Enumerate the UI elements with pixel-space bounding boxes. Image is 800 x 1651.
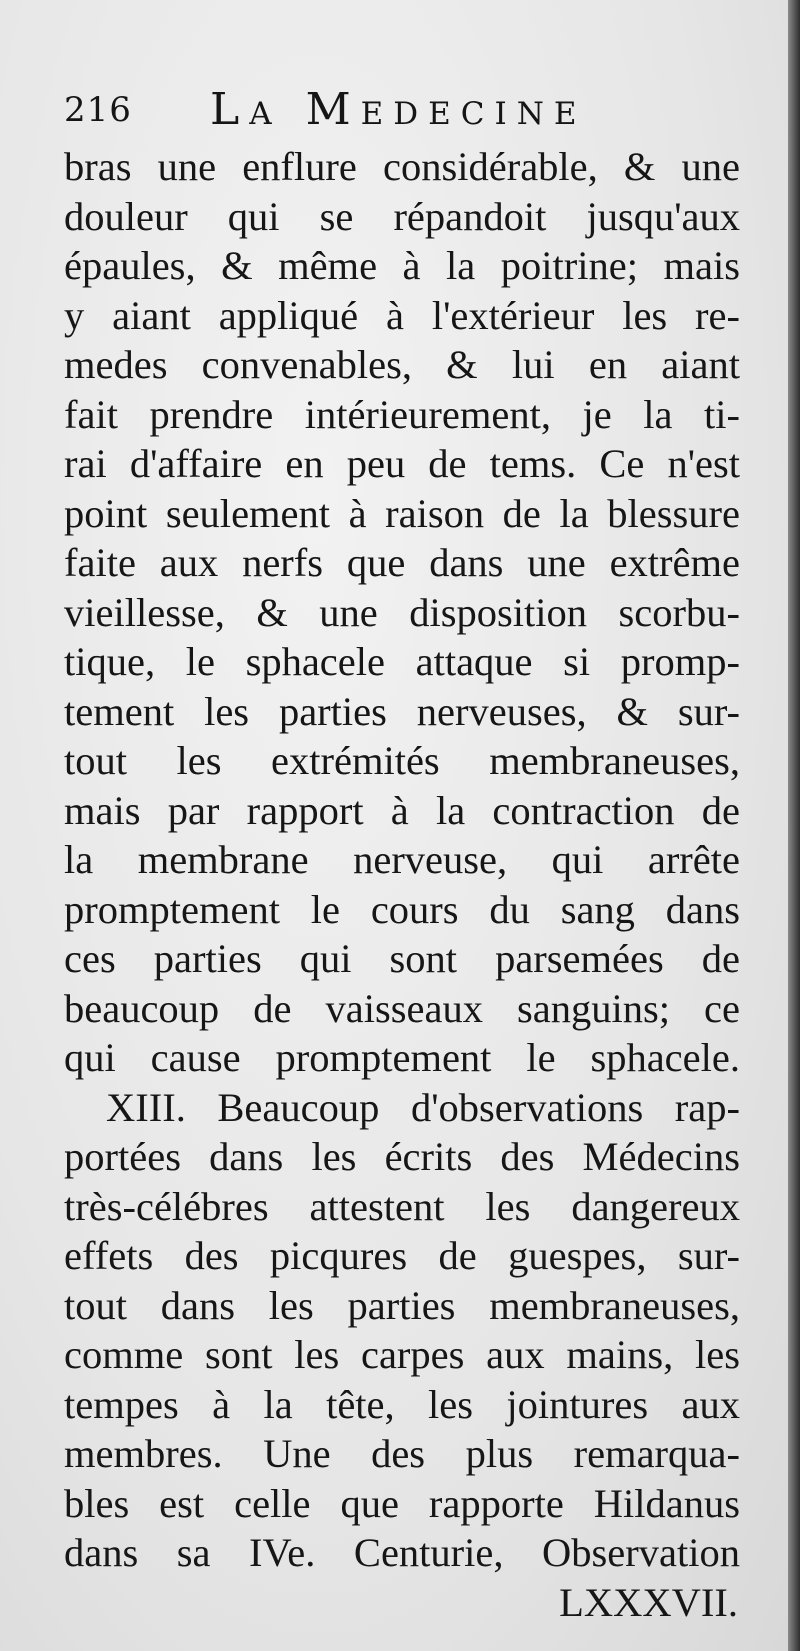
text-line: très-célébres attestent les dangereux bbox=[64, 1183, 740, 1229]
text-line: tout dans les parties membraneuses, bbox=[64, 1282, 740, 1328]
page-edge-shadow bbox=[788, 0, 800, 1651]
text-line-final: LXXXVII. bbox=[559, 1579, 738, 1625]
text-line: comme sont les carpes aux mains, les bbox=[64, 1332, 740, 1377]
text-line: tout les extrémités membraneuses, bbox=[64, 738, 740, 783]
section-heading-line: XIII. Beaucoup d'observations rap- bbox=[106, 1084, 740, 1130]
text-line: mais par rapport à la contraction de bbox=[64, 787, 740, 833]
text-line: la membrane nerveuse, qui arrête bbox=[64, 837, 740, 882]
text-line: point seulement à raison de la blessure bbox=[64, 490, 740, 536]
running-head: La Medecine bbox=[210, 84, 587, 135]
text-line: vieillesse, & une disposition scorbu- bbox=[64, 589, 740, 635]
text-line: qui cause promptement le sphacele. bbox=[64, 1035, 740, 1080]
text-line: épaules, & même à la poitrine; mais bbox=[64, 243, 740, 288]
text-line: medes convenables, & lui en aiant bbox=[64, 342, 740, 387]
text-line: dans sa IVe. Centurie, Observation bbox=[64, 1530, 740, 1575]
text-line: faite aux nerfs que dans une extrême bbox=[64, 540, 740, 585]
text-line: tique, le sphacele attaque si promp- bbox=[64, 639, 740, 684]
text-line: effets des picqures de guespes, sur- bbox=[64, 1233, 740, 1278]
text-line: y aiant appliqué à l'extérieur les re- bbox=[64, 292, 740, 338]
text-line: rai d'affaire en peu de tems. Ce n'est bbox=[64, 441, 740, 486]
text-line: bles est celle que rapporte Hildanus bbox=[64, 1480, 740, 1526]
text-line: promptement le cours du sang dans bbox=[64, 886, 740, 932]
text-line: tement les parties nerveuses, & sur- bbox=[64, 688, 740, 734]
page-number: 216 bbox=[64, 90, 132, 130]
text-line: fait prendre intérieurement, je la ti- bbox=[64, 391, 740, 437]
text-line: membres. Une des plus remarqua- bbox=[64, 1431, 740, 1476]
text-line: douleur qui se répandoit jusqu'aux bbox=[64, 193, 740, 239]
body-text bbox=[64, 142, 740, 1627]
text-line: ces parties qui sont parsemées de bbox=[64, 936, 740, 981]
text-line: beaucoup de vaisseaux sanguins; ce bbox=[64, 985, 740, 1031]
page-header bbox=[64, 84, 744, 144]
text-line: tempes à la tête, les jointures aux bbox=[64, 1381, 740, 1427]
text-line: portées dans les écrits des Médecins bbox=[64, 1134, 740, 1179]
text-line: bras une enflure considérable, & une bbox=[64, 144, 740, 189]
